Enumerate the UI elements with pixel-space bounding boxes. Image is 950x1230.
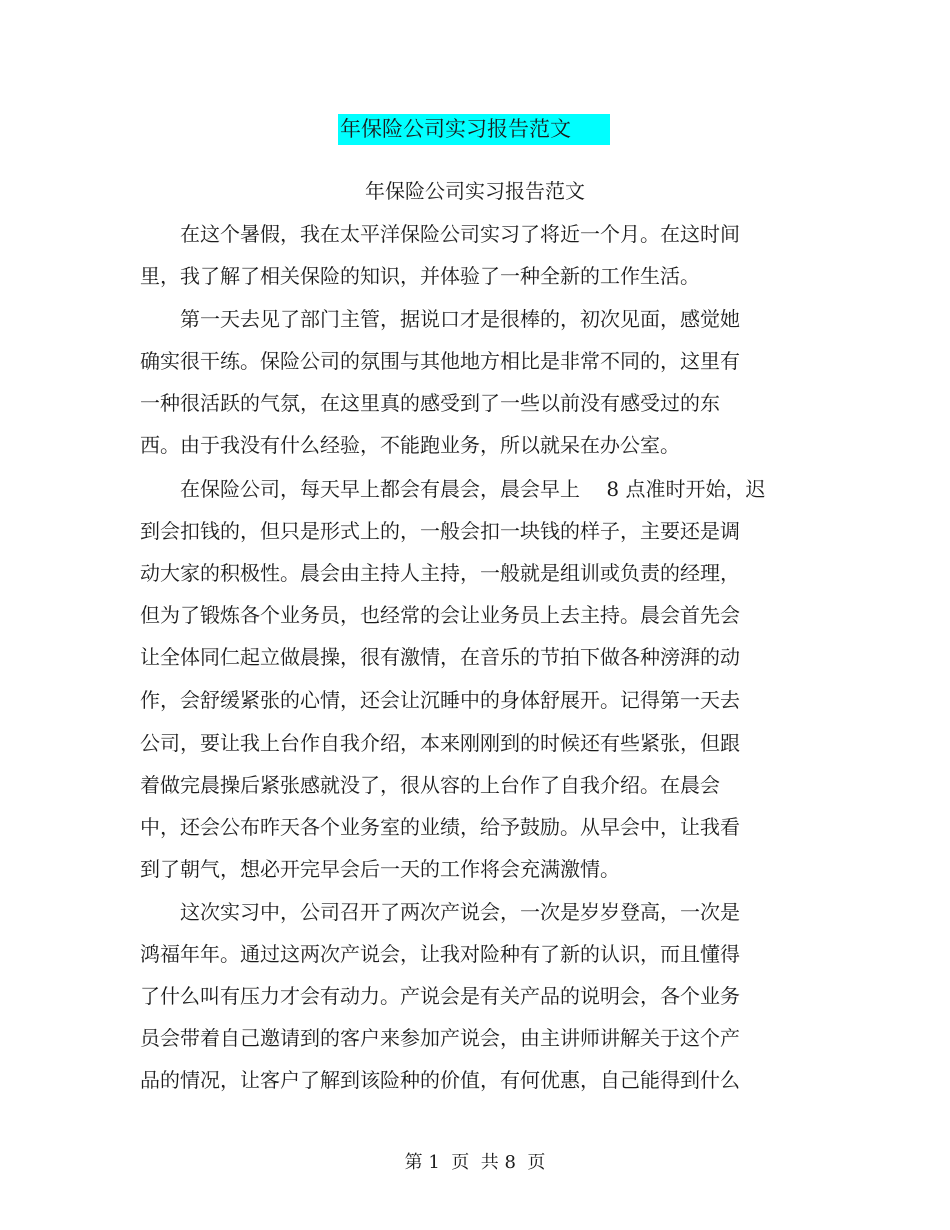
body-line: 品的情况，让客户了解到该险种的价值，有何优惠，自己能得到什么 [140, 1068, 740, 1092]
body-line: 到会扣钱的，但只是形式上的，一般会扣一块钱的样子，主要还是调 [140, 519, 740, 543]
body-line: 了什么叫有压力才会有动力。产说会是有关产品的说明会，各个业务 [140, 984, 740, 1008]
body-line: 员会带着自己邀请到的客户来参加产说会，由主讲师讲解关于这个产 [140, 1026, 740, 1050]
body-line: 一种很活跃的气氛，在这里真的感受到了一些以前没有感受过的东 [140, 391, 720, 415]
body-line: 在这个暑假，我在太平洋保险公司实习了将近一个月。在这时间 [140, 222, 740, 246]
body-line: 里，我了解了相关保险的知识，并体验了一种全新的工作生活。 [140, 264, 700, 288]
body-line: 在保险公司，每天早上都会有晨会，晨会早上 8 点准时开始，迟 [140, 477, 766, 501]
body-line: 西。由于我没有什么经验，不能跑业务，所以就呆在办公室。 [140, 433, 680, 457]
body-line: 着做完晨操后紧张感就没了，很从容的上台作了自我介绍。在晨会 [140, 773, 720, 797]
document-subtitle: 年保险公司实习报告范文 [365, 179, 585, 203]
body-line: 作，会舒缓紧张的心情，还会让沉睡中的身体舒展开。记得第一天去 [140, 688, 740, 712]
body-line: 第一天去见了部门主管，据说口才是很棒的，初次见面，感觉她 [140, 307, 740, 331]
body-line: 这次实习中，公司召开了两次产说会，一次是岁岁登高，一次是 [140, 900, 740, 924]
body-line: 公司，要让我上台作自我介绍，本来刚刚到的时候还有些紧张，但跟 [140, 731, 740, 755]
body-line: 让全体同仁起立做晨操，很有激情，在音乐的节拍下做各种滂湃的动 [140, 645, 740, 669]
body-line: 确实很干练。保险公司的氛围与其他地方相比是非常不同的，这里有 [140, 349, 740, 373]
body-line: 但为了锻炼各个业务员，也经常的会让业务员上去主持。晨会首先会 [140, 603, 740, 627]
body-line: 鸿福年年。通过这两次产说会，让我对险种有了新的认识，而且懂得 [140, 942, 740, 966]
page-number-footer: 第 1 页 共 8 页 [404, 1152, 546, 1173]
document-title: 年保险公司实习报告范文 [338, 114, 610, 145]
body-line: 到了朝气，想必开完早会后一天的工作将会充满激情。 [140, 857, 620, 881]
body-line: 动大家的积极性。晨会由主持人主持，一般就是组训或负责的经理， [140, 561, 740, 585]
body-line: 中，还会公布昨天各个业务室的业绩，给予鼓励。从早会中，让我看 [140, 815, 740, 839]
